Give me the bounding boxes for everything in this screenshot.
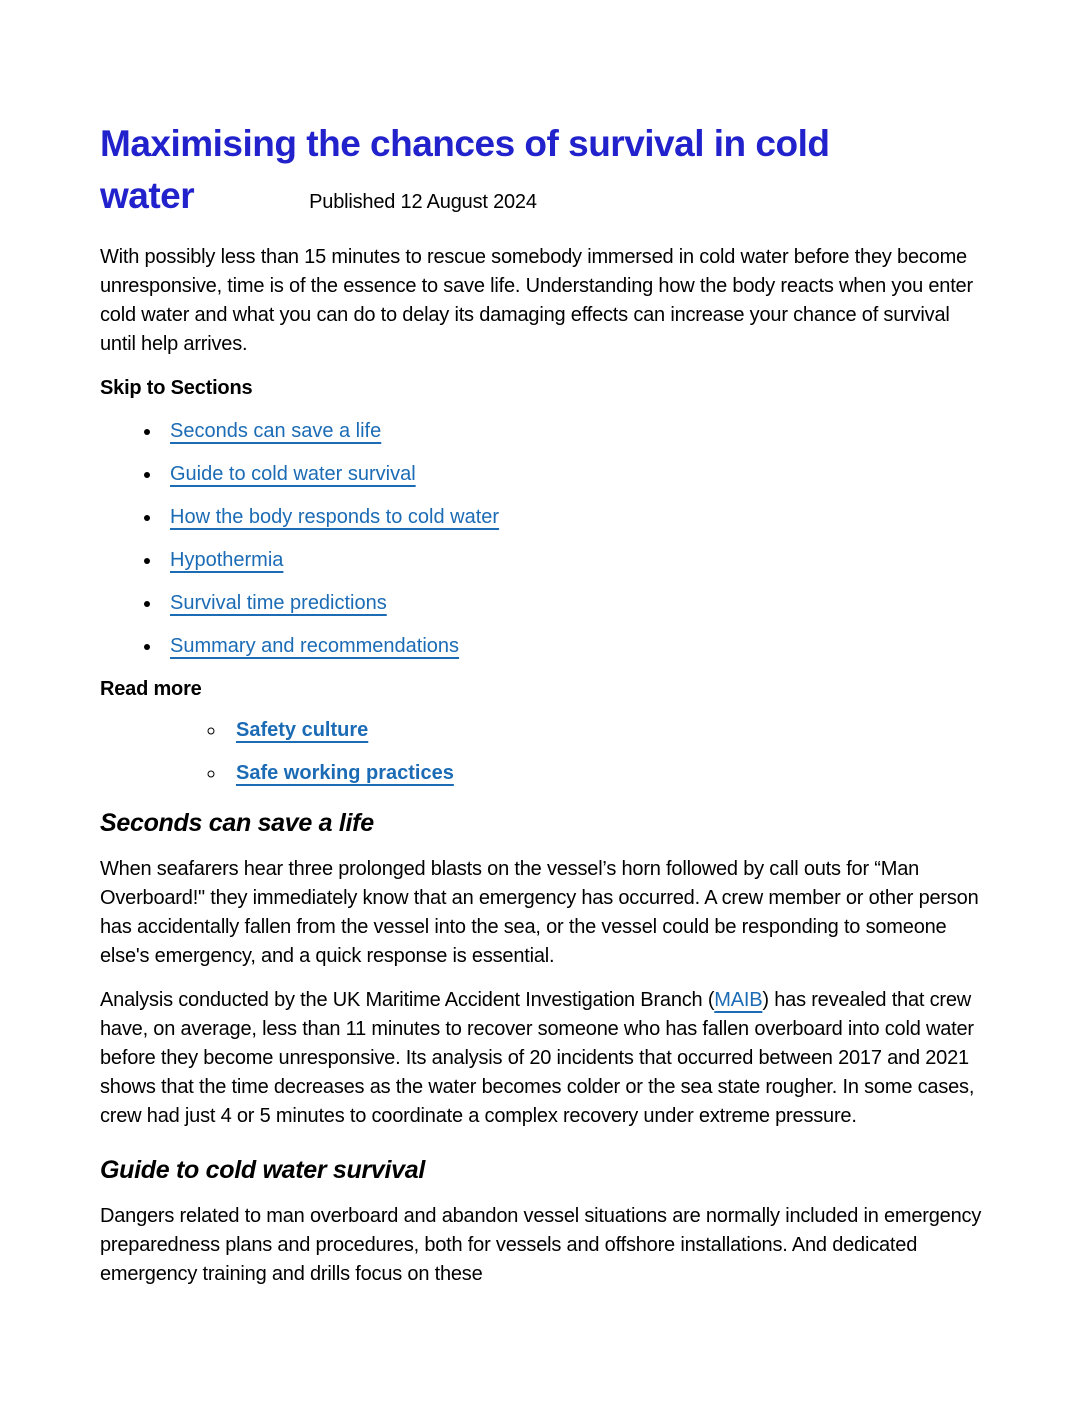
page-title-line1: Maximising the chances of survival in cold	[100, 123, 830, 164]
list-item	[226, 719, 1000, 741]
toc-link-survival-time-predictions[interactable]: Survival time predictions	[170, 592, 387, 614]
section-paragraph: When seafarers hear three prolonged blasts on the vessel’s horn followed by call outs for “Man Overboard!" they immediately know that an emergency has occurred. A crew member or other person has accidentally fallen from the vessel into the sea, or the vessel could be responding to someone else's emergency, and a quick response is essential.	[100, 858, 979, 967]
section-paragraph: Dangers related to man overboard and abandon vessel situations are normally included in emergency preparedness plans and procedures, both for vessels and offshore installations. And dedicated emergency training and drills focus on these	[100, 1205, 982, 1285]
published-date: Published 12 August 2024	[309, 191, 537, 213]
list-item	[162, 549, 1000, 571]
section-heading-seconds-can-save-a-life: Seconds can save a life	[100, 809, 374, 837]
read-more-heading: Read more	[100, 678, 202, 700]
list-item	[162, 635, 1000, 657]
list-item	[162, 420, 1000, 442]
maib-link[interactable]: MAIB	[714, 989, 763, 1011]
list-item	[226, 762, 1000, 784]
list-item	[162, 592, 1000, 614]
toc-link-summary-and-recommendations[interactable]: Summary and recommendations	[170, 635, 460, 657]
skip-to-sections-heading: Skip to Sections	[100, 377, 253, 399]
toc-link-how-the-body-responds[interactable]: How the body responds to cold water	[170, 506, 500, 528]
read-more-links-list	[100, 719, 1000, 784]
list-item	[162, 506, 1000, 528]
section-heading-guide-to-cold-water-survival: Guide to cold water survival	[100, 1156, 426, 1184]
toc-link-guide-to-cold-water-survival[interactable]: Guide to cold water survival	[170, 463, 416, 485]
toc-link-seconds-can-save-a-life[interactable]: Seconds can save a life	[170, 420, 382, 442]
intro-paragraph: With possibly less than 15 minutes to rescue somebody immersed in cold water before they become unresponsive, time is of the essence to save life. Understanding how the body reacts when you enter cold water and what you can do to delay its damaging effects can increase your chance of survival until help arrives.	[100, 246, 973, 355]
page-title	[100, 118, 1000, 228]
paragraph-text-after-link: ) has revealed that crew have, on average, less than 11 minutes to recover someone who has fallen overboard into cold water before they become unresponsive. Its analysis of 20 incidents that occurred between 2017 and 2021 shows that the time decreases as the water becomes colder or the sea state rougher. In some cases, crew had just 4 or 5 minutes to coordinate a complex recovery under extreme pressure.	[100, 989, 975, 1127]
toc-link-hypothermia[interactable]: Hypothermia	[170, 549, 284, 571]
read-more-link-safe-working-practices[interactable]: Safe working practices	[236, 762, 454, 784]
read-more-link-safety-culture[interactable]: Safety culture	[236, 719, 369, 741]
section-links-list	[100, 420, 1000, 657]
paragraph-text-before-link: Analysis conducted by the UK Maritime Accident Investigation Branch (	[100, 989, 715, 1011]
section-paragraph-with-link	[100, 986, 985, 1131]
list-item	[162, 463, 1000, 485]
page-title-line2: water	[100, 175, 195, 216]
